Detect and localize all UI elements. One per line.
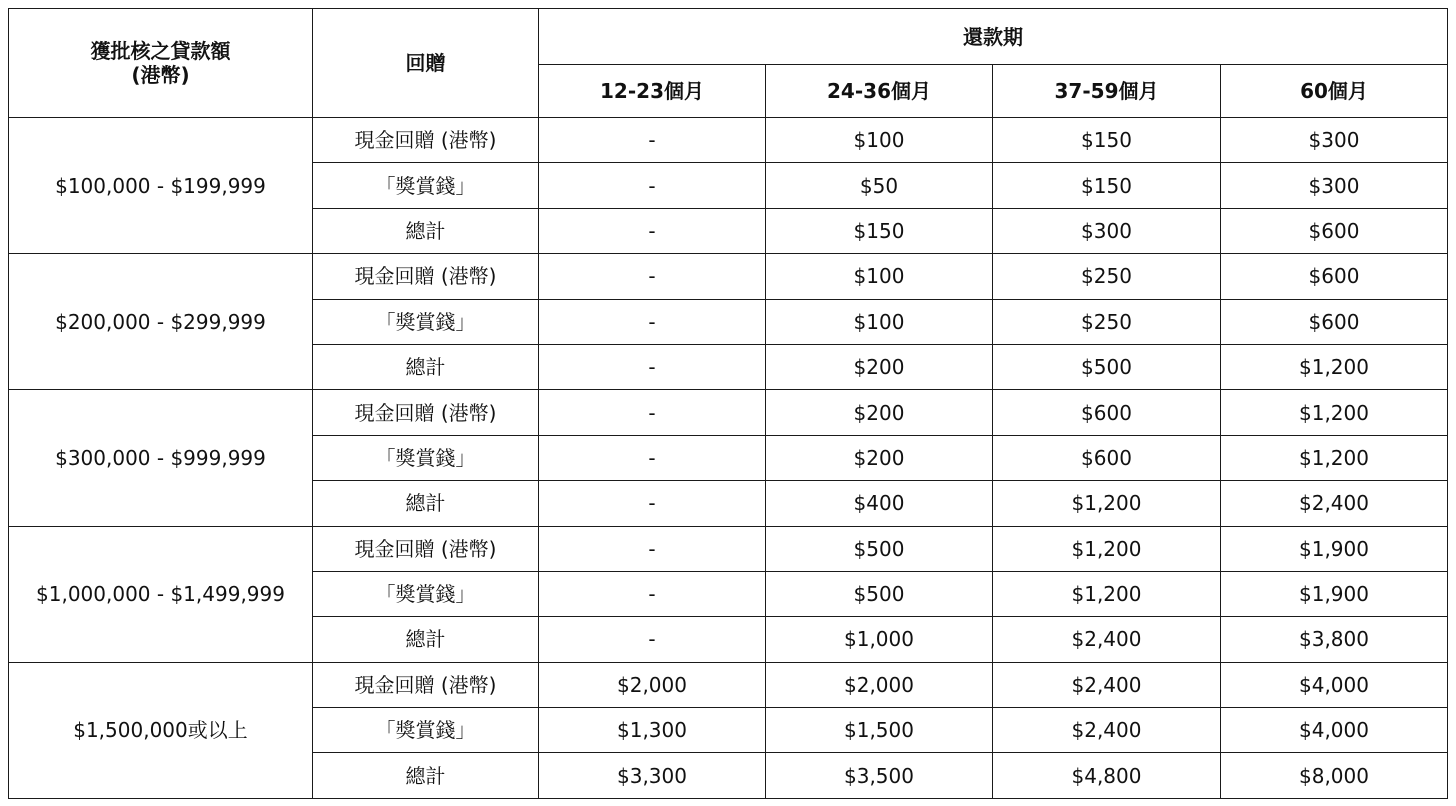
rebate-value-reward: $4,000 xyxy=(1221,708,1448,753)
rebate-value-reward: $1,500 xyxy=(766,708,993,753)
rebate-type-label-total: 總計 xyxy=(313,208,539,253)
rebate-value-reward: $1,200 xyxy=(1221,435,1448,480)
loan-amount-range: $100,000 - $199,999 xyxy=(9,118,313,254)
rebate-value-cash: - xyxy=(539,118,766,163)
rebate-value-total: - xyxy=(539,617,766,662)
rebate-value-total: $1,200 xyxy=(993,481,1221,526)
rebate-value-cash: $100 xyxy=(766,118,993,163)
rebate-value-total: $1,200 xyxy=(1221,344,1448,389)
rebate-type-label-reward: 「獎賞錢」 xyxy=(313,571,539,616)
rebate-value-reward: $200 xyxy=(766,435,993,480)
rebate-value-total: $2,400 xyxy=(993,617,1221,662)
rebate-value-reward: - xyxy=(539,435,766,480)
table-row xyxy=(9,390,1448,435)
rebate-value-cash: $4,000 xyxy=(1221,662,1448,707)
loan-amount-range: $200,000 - $299,999 xyxy=(9,254,313,390)
rebate-value-cash: $600 xyxy=(1221,254,1448,299)
rebate-type-label-cash: 現金回贈 (港幣) xyxy=(313,118,539,163)
period-header: 60個月 xyxy=(1221,65,1448,118)
repayment-period-header: 還款期 xyxy=(539,9,1448,65)
rebate-value-total: $150 xyxy=(766,208,993,253)
loan-amount-range: $1,000,000 - $1,499,999 xyxy=(9,526,313,662)
rebate-type-label-cash: 現金回贈 (港幣) xyxy=(313,254,539,299)
rebate-header: 回贈 xyxy=(313,9,539,118)
rebate-type-label-reward: 「獎賞錢」 xyxy=(313,299,539,344)
rebate-value-cash: $600 xyxy=(993,390,1221,435)
rebate-value-cash: $250 xyxy=(993,254,1221,299)
rebate-value-reward: $500 xyxy=(766,571,993,616)
loan-amount-range: $1,500,000或以上 xyxy=(9,662,313,798)
rebate-value-cash: $2,400 xyxy=(993,662,1221,707)
rebate-value-cash: - xyxy=(539,254,766,299)
rebate-value-cash: $2,000 xyxy=(766,662,993,707)
rebate-value-total: $200 xyxy=(766,344,993,389)
rebate-value-total: $600 xyxy=(1221,208,1448,253)
rebate-value-reward: - xyxy=(539,299,766,344)
table-header xyxy=(9,9,1448,118)
loan-amount-header-line1: 獲批核之貸款額 xyxy=(90,39,231,63)
rebate-value-cash: $300 xyxy=(1221,118,1448,163)
rebate-value-reward: $1,200 xyxy=(993,571,1221,616)
rebate-type-label-cash: 現金回贈 (港幣) xyxy=(313,526,539,571)
rebate-value-reward: $150 xyxy=(993,163,1221,208)
header-row-1 xyxy=(9,9,1448,65)
rebate-value-cash: $500 xyxy=(766,526,993,571)
rebate-value-reward: $100 xyxy=(766,299,993,344)
rebate-value-reward: $600 xyxy=(993,435,1221,480)
rebate-value-total: - xyxy=(539,481,766,526)
rebate-value-reward: $250 xyxy=(993,299,1221,344)
rebate-value-reward: $50 xyxy=(766,163,993,208)
rebate-value-reward: - xyxy=(539,163,766,208)
loan-amount-range: $300,000 - $999,999 xyxy=(9,390,313,526)
rebate-value-total: $1,000 xyxy=(766,617,993,662)
loan-amount-header-line2: (港幣) xyxy=(131,63,190,87)
table-row xyxy=(9,662,1448,707)
rebate-value-cash: $1,200 xyxy=(1221,390,1448,435)
table-row xyxy=(9,526,1448,571)
rebate-value-cash: $2,000 xyxy=(539,662,766,707)
rebate-value-cash: - xyxy=(539,526,766,571)
table-row xyxy=(9,254,1448,299)
table-row xyxy=(9,118,1448,163)
rebate-type-label-reward: 「獎賞錢」 xyxy=(313,708,539,753)
rebate-value-reward: $1,300 xyxy=(539,708,766,753)
rebate-value-reward: - xyxy=(539,571,766,616)
rebate-value-cash: $1,200 xyxy=(993,526,1221,571)
rebate-value-total: $8,000 xyxy=(1221,753,1448,798)
period-header: 24-36個月 xyxy=(766,65,993,118)
rebate-type-label-reward: 「獎賞錢」 xyxy=(313,163,539,208)
rebate-value-total: $400 xyxy=(766,481,993,526)
rebate-value-cash: $1,900 xyxy=(1221,526,1448,571)
rebate-type-label-reward: 「獎賞錢」 xyxy=(313,435,539,480)
table-body xyxy=(9,118,1448,799)
loan-rebate-table xyxy=(8,8,1448,799)
rebate-value-total: $300 xyxy=(993,208,1221,253)
rebate-type-label-cash: 現金回贈 (港幣) xyxy=(313,662,539,707)
rebate-value-reward: $600 xyxy=(1221,299,1448,344)
rebate-value-cash: $100 xyxy=(766,254,993,299)
rebate-value-total: $2,400 xyxy=(1221,481,1448,526)
rebate-value-total: $3,300 xyxy=(539,753,766,798)
rebate-type-label-total: 總計 xyxy=(313,617,539,662)
rebate-value-reward: $1,900 xyxy=(1221,571,1448,616)
rebate-value-reward: $2,400 xyxy=(993,708,1221,753)
rebate-value-total: $3,500 xyxy=(766,753,993,798)
rebate-value-total: $500 xyxy=(993,344,1221,389)
rebate-type-label-total: 總計 xyxy=(313,753,539,798)
rebate-value-total: $3,800 xyxy=(1221,617,1448,662)
rebate-type-label-cash: 現金回贈 (港幣) xyxy=(313,390,539,435)
rebate-type-label-total: 總計 xyxy=(313,481,539,526)
period-header: 37-59個月 xyxy=(993,65,1221,118)
rebate-value-total: - xyxy=(539,208,766,253)
rebate-value-total: - xyxy=(539,344,766,389)
rebate-type-label-total: 總計 xyxy=(313,344,539,389)
rebate-value-cash: - xyxy=(539,390,766,435)
period-header: 12-23個月 xyxy=(539,65,766,118)
rebate-value-total: $4,800 xyxy=(993,753,1221,798)
rebate-value-cash: $150 xyxy=(993,118,1221,163)
loan-amount-header xyxy=(9,9,313,118)
rebate-value-cash: $200 xyxy=(766,390,993,435)
rebate-value-reward: $300 xyxy=(1221,163,1448,208)
